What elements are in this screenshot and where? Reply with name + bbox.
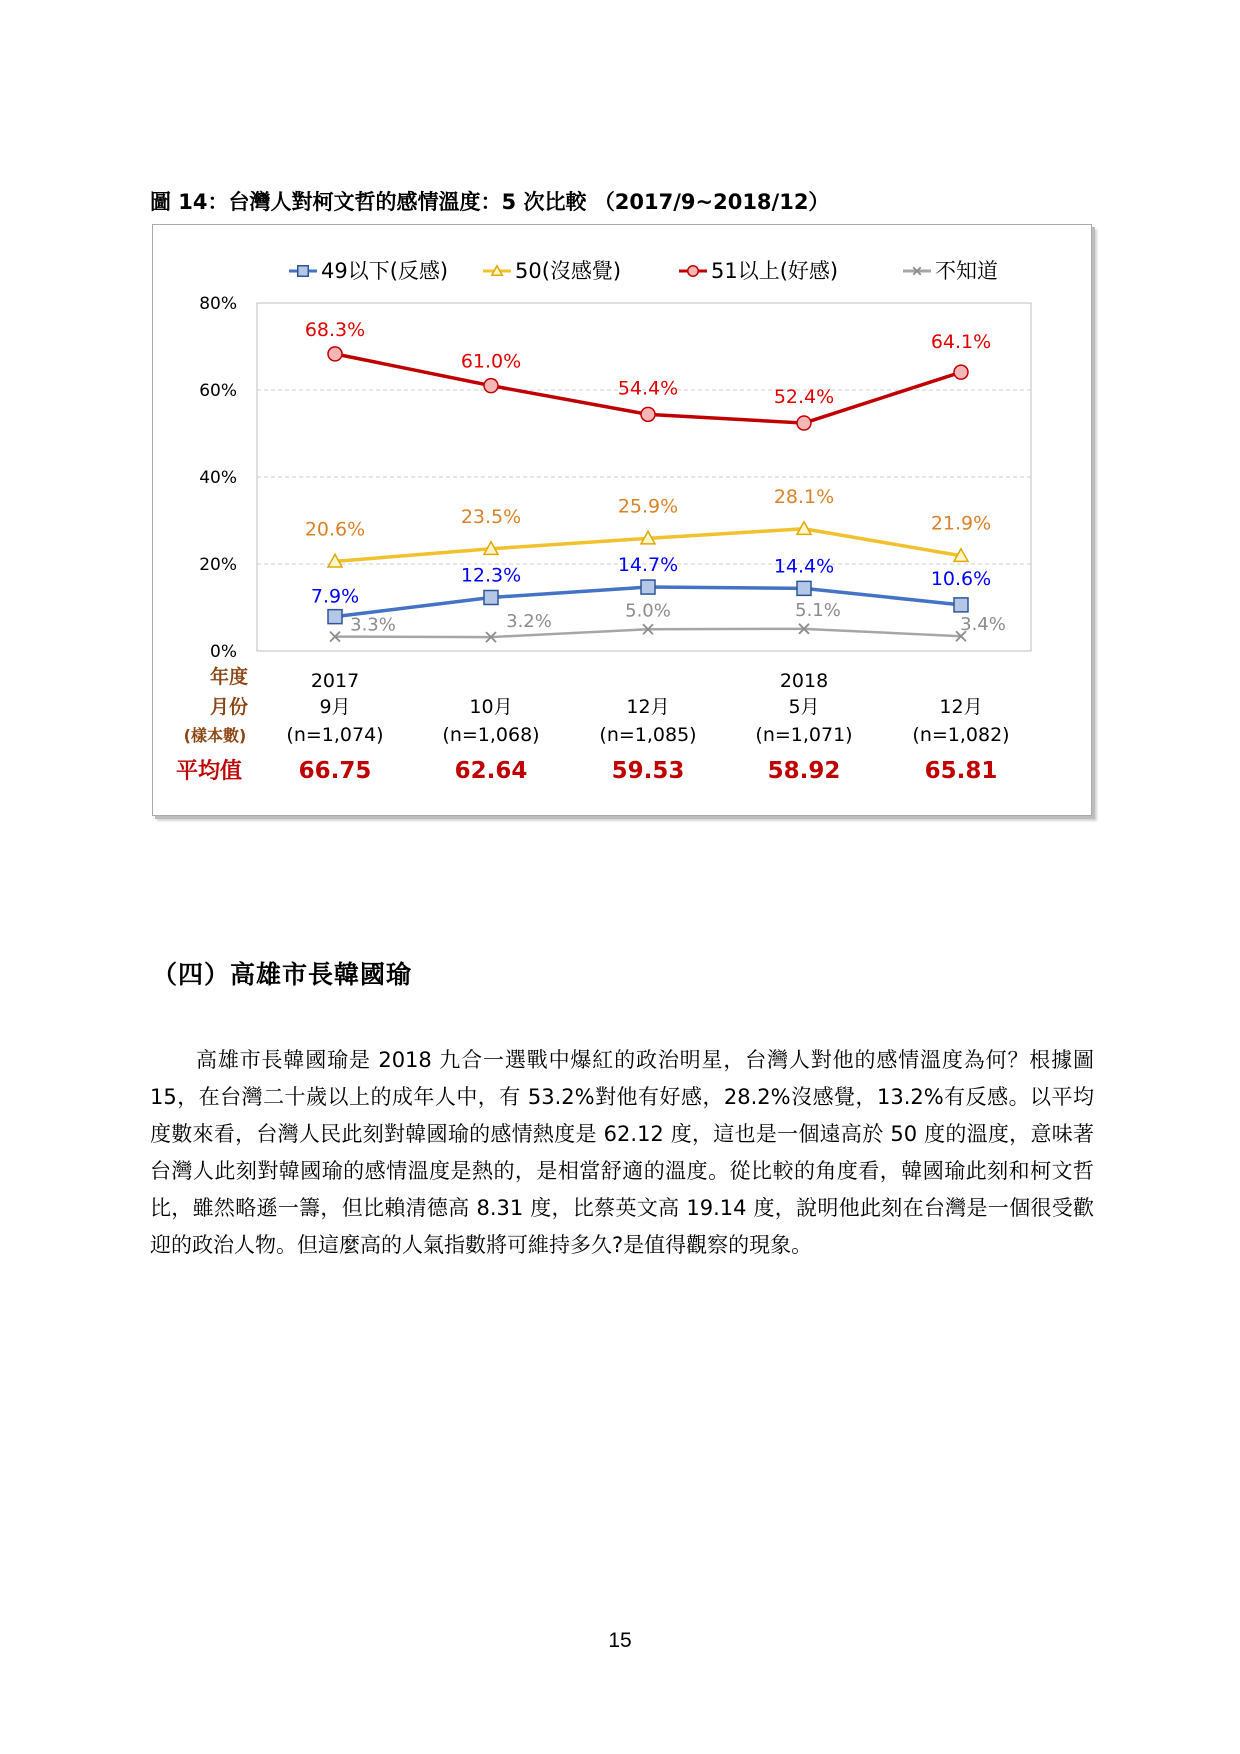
row-label-sample: (樣本數)	[183, 726, 247, 745]
mean-value: 58.92	[767, 758, 841, 784]
x-tick-month: 5月	[788, 696, 820, 718]
data-label: 12.3%	[460, 564, 522, 587]
data-label: 14.4%	[773, 555, 835, 578]
chart-canvas	[153, 225, 1091, 815]
y-tick-label: 60%	[199, 381, 237, 401]
legend-label: 49以下(反感)	[321, 259, 449, 283]
x-tick-month: 12月	[939, 696, 983, 718]
y-tick-label: 40%	[199, 468, 237, 488]
data-point	[641, 580, 655, 594]
mean-value: 62.64	[454, 758, 528, 784]
mean-value: 59.53	[611, 758, 685, 784]
x-tick-sample: (n=1,085)	[599, 724, 697, 746]
data-label: 10.6%	[930, 567, 992, 590]
data-label: 5.1%	[795, 599, 841, 621]
x-tick-month: 10月	[469, 696, 513, 718]
legend-label: 不知道	[935, 259, 998, 283]
data-label: 3.3%	[350, 614, 396, 636]
data-label: 21.9%	[930, 512, 992, 535]
x-tick-sample: (n=1,071)	[755, 724, 853, 746]
page-number: 15	[608, 1629, 632, 1652]
data-point	[641, 407, 655, 421]
section-heading: （四）高雄市長韓國瑜	[152, 960, 413, 989]
data-label: 61.0%	[460, 350, 522, 373]
legend-label: 50(沒感覺)	[515, 259, 622, 283]
data-point	[954, 365, 968, 379]
data-label: 20.6%	[304, 518, 366, 541]
y-tick-label: 0%	[210, 642, 237, 662]
x-tick-month: 12月	[626, 696, 670, 718]
data-label: 25.9%	[617, 495, 679, 518]
data-label: 28.1%	[773, 485, 835, 508]
data-label: 54.4%	[617, 377, 679, 400]
row-label-month: 月份	[209, 696, 249, 718]
data-label: 3.4%	[960, 614, 1006, 636]
data-label: 64.1%	[930, 331, 992, 354]
mean-value: 66.75	[298, 758, 372, 784]
body-paragraph: 高雄市長韓國瑜是 2018 九合一選戰中爆紅的政治明星，台灣人對他的感情溫度為何？根據圖 15，在台灣二十歲以上的成年人中，有 53.2%對他有好感，28.2%沒感覺，13.2%有反感。以平均度數來看，台灣人民此刻對韓國瑜的感情熱度是 62.12 度，這也是一個遠高於 50 度的溫度，意味著台灣人此刻對韓國瑜的感情溫度是熱的，是相當舒適的溫度。從比較的角度看，韓國瑜此刻和柯文哲比，雖然略遜一籌，但比賴清德高 8.31 度，比蔡英文高 19.14 度，說明他此刻在台灣是一個很受歡迎的政治人物。但這麼高的人氣指數將可維持多久?是值得觀察的現象。	[150, 1048, 1094, 1257]
x-tick-year: 2017	[310, 670, 360, 692]
row-label-year: 年度	[209, 666, 249, 688]
data-point	[797, 581, 811, 595]
legend-marker	[298, 266, 309, 277]
data-label: 3.2%	[506, 611, 552, 633]
x-tick-sample: (n=1,082)	[912, 724, 1010, 746]
legend-label: 51以上(好感)	[711, 259, 839, 283]
legend-marker	[688, 266, 699, 277]
data-label: 23.5%	[460, 505, 522, 528]
y-tick-label: 20%	[199, 555, 237, 575]
data-point	[484, 379, 498, 393]
row-label-mean: 平均值	[175, 759, 243, 784]
data-point	[328, 610, 342, 624]
data-label: 7.9%	[310, 585, 360, 608]
x-tick-month: 9月	[319, 696, 351, 718]
data-label: 68.3%	[304, 318, 366, 341]
data-label: 52.4%	[773, 386, 835, 409]
data-point	[797, 416, 811, 430]
x-tick-sample: (n=1,068)	[442, 724, 540, 746]
body-text	[150, 1042, 1094, 1264]
figure-title: 圖 14：台灣人對柯文哲的感情溫度：5 次比較 （2017/9~2018/12）	[150, 190, 830, 214]
data-label: 14.7%	[617, 554, 679, 577]
x-tick-sample: (n=1,074)	[286, 724, 384, 746]
data-point	[954, 598, 968, 612]
mean-value: 65.81	[924, 758, 998, 784]
line-chart	[152, 224, 1092, 816]
x-tick-year: 2018	[779, 670, 829, 692]
data-point	[484, 590, 498, 604]
y-tick-label: 80%	[199, 294, 237, 314]
data-label: 5.0%	[625, 600, 671, 622]
data-point	[328, 347, 342, 361]
